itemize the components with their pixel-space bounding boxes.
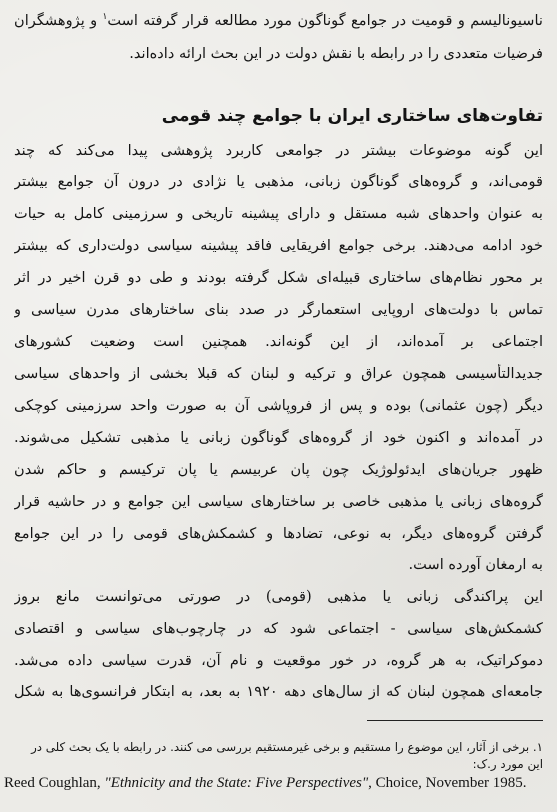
body-line-1: این گونه موضوعات بیشتر در جوامعی کاربرد پژوهشی پیدا می‌کند که چند bbox=[14, 142, 543, 159]
body-line-16: کشمکش‌های سیاسی - اجتماعی شود که در چارچوب‌های سیاسی و اقتصادی bbox=[14, 620, 543, 637]
body-line-9: دیگر (چون عثمانی) بوده و پس از فروپاشی آن به صورت واحد سرزمینی کوچکی bbox=[14, 397, 543, 414]
section-heading: تفاوت‌های ساختاری ایران با جوامع چند قومی bbox=[161, 106, 543, 126]
body-line-17: دموکراتیک، به هر گروه، در خور موقعیت و نام آن، قدرت سیاسی داده می‌شد. bbox=[14, 652, 543, 669]
citation-title: "Ethnicity and the State: Five Perspectives" bbox=[104, 775, 369, 791]
body-line-14: به ارمغان آورده است. bbox=[408, 556, 543, 573]
body-line-5: بر محور نظام‌های ساختاری قبیله‌ای شکل گرفته بودند و طی دو قرن اخیر در اثر bbox=[14, 269, 543, 286]
citation-rest: , Choice, November 1985. bbox=[368, 775, 527, 791]
footnote-reference: ۱ bbox=[102, 12, 108, 23]
body-line-2: قومی‌اند، و گروه‌های گوناگون زبانی، مذهبی یا نژادی در درون آن جوامع بیشتر bbox=[14, 173, 543, 190]
footnote-divider bbox=[367, 720, 543, 721]
body-line-3: به عنوان واحدهای شبه مستقل و دارای پیشینه تاریخی و سرزمینی کامل به حیات bbox=[14, 205, 543, 222]
intro-line-2: فرضیات متعددی را در رابطه با نقش دولت در این بحث ارائه داده‌اند. bbox=[129, 45, 543, 62]
body-line-18: جامعه‌ای همچون لبنان که از سال‌های دهه ۱۹۲۰ به بعد، به ابتکار فرانسوی‌ها به شکل bbox=[14, 683, 543, 700]
body-line-10: در آمده‌اند و اکنون خود از گروه‌های گوناگون زبانی یا مذهبی تشکیل می‌شوند. bbox=[14, 429, 543, 446]
body-line-6: تماس با دولت‌های اروپایی استعمارگر در صدد بنای ساختارهای مدرن سیاسی و bbox=[14, 301, 543, 318]
footnote-citation bbox=[4, 776, 539, 790]
intro-line-1-text: ناسیونالیسم و قومیت در جوامع گوناگون مورد مطالعه قرار گرفته است bbox=[107, 12, 543, 29]
body-line-4: خود ادامه می‌دهند. برخی جوامع افریقایی فاقد پیشینه سیاسی دولت‌داری که بیشتر bbox=[14, 237, 543, 254]
footnote-line-1: ۱. برخی از آثار، این موضوع را مستقیم و برخی غیرمستقیم بررسی می کنند. در رابطه با یک بحث کلی در bbox=[31, 740, 543, 754]
body-line-8: جدیدالتأسیسی همچون عراق و ترکیه و لبنان که قبلا بخشی از واحدهای سیاسی bbox=[14, 365, 543, 382]
intro-line-1-tail: و پژوهشگران bbox=[14, 12, 98, 29]
citation-author: Reed Coughlan, bbox=[4, 775, 105, 791]
body-line-12: گروه‌های زبانی یا مذهبی خاصی بر ساختارهای سیاسی این جوامع و در حاشیه قرار bbox=[14, 493, 543, 510]
body-line-15: این پراکندگی زبانی یا مذهبی (قومی) در صورتی می‌توانست مانع بروز bbox=[14, 588, 543, 605]
body-line-7: اجتماعی بر آمده‌اند، از این گونه‌اند. همچنین است وضعیت کشورهای bbox=[14, 333, 543, 350]
footnote-line-2: این مورد ر.ک: bbox=[472, 757, 543, 771]
intro-line-1 bbox=[14, 11, 543, 31]
body-line-11: ظهور جریان‌های ایدئولوژیک چون پان عربیسم یا پان ترکیسم و حاکم شدن bbox=[14, 461, 543, 478]
body-line-13: گرفتن گروه‌های دیگر، به نوعی، تضادها و کشمکش‌های قومی را در این جوامع bbox=[14, 525, 543, 542]
